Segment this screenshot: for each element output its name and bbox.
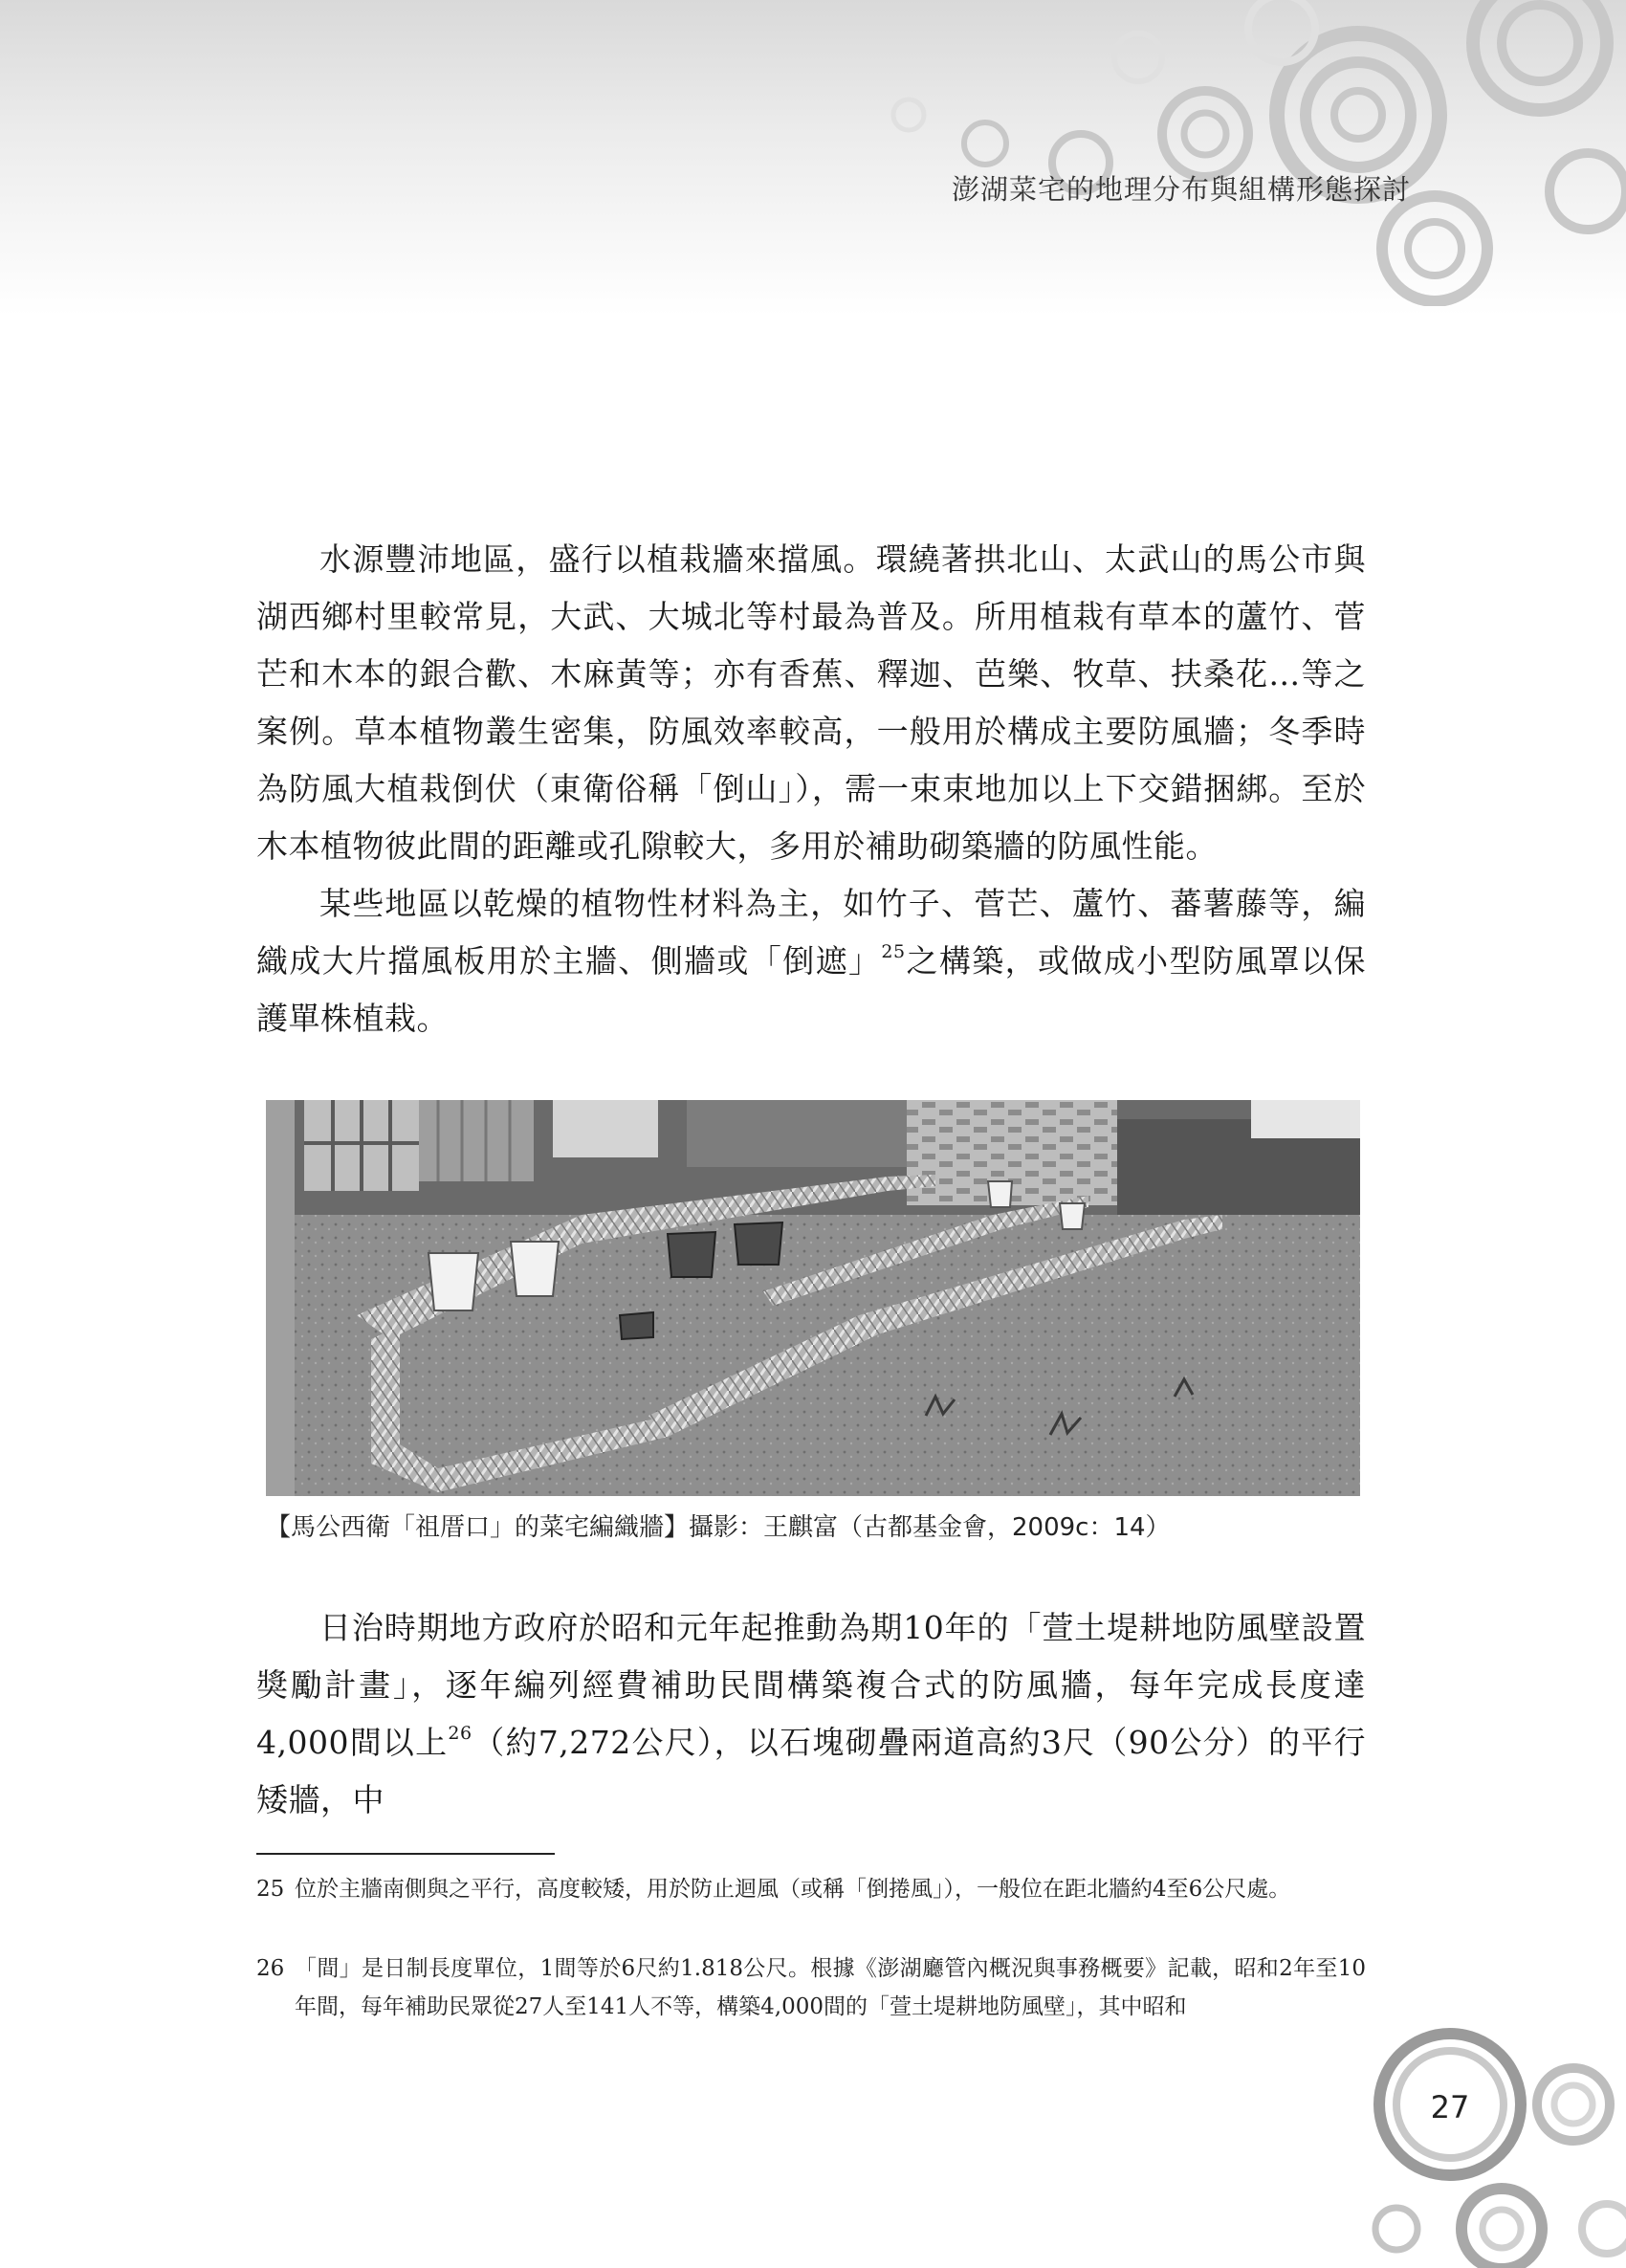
footnote-25 bbox=[256, 1870, 1366, 1908]
paragraph-woven-walls bbox=[256, 875, 1366, 1047]
paragraph-colonial-windbreak bbox=[256, 1599, 1366, 1829]
page-number: 27 bbox=[1430, 2089, 1470, 2125]
body-text-upper bbox=[256, 531, 1366, 1047]
footnote-ref[interactable]: 25 bbox=[881, 941, 906, 962]
photo-illustration bbox=[266, 1100, 1360, 1496]
footnote-divider bbox=[256, 1853, 555, 1855]
footnote-26 bbox=[256, 1949, 1366, 2026]
paragraph-plant-walls: 水源豐沛地區，盛行以植栽牆來擋風。環繞著拱北山、太武山的馬公市與湖西鄉村里較常見，大武、大城北等村最為普及。所用植栽有草本的蘆竹、菅芒和木本的銀合歡、木麻黃等；亦有香蕉、釋迦、芭樂、牧草、扶桑花…等之案例。草本植物叢生密集，防風效率較高，一般用於構成主要防風牆；冬季時為防風大植栽倒伏（東衛俗稱「倒山」），需一束束地加以上下交錯捆綁。至於木本植物彼此間的距離或孔隙較大，多用於補助砌築牆的防風性能。 bbox=[256, 540, 1366, 865]
paragraph-text: 之構築，或做成小型防風罩以保護單株植栽。 bbox=[256, 942, 1367, 1037]
paragraph-text: 某些地區以乾燥的植物性材料為主，如竹子、菅芒、蘆竹、蕃薯藤等，編織成大片擋風板用於主牆、側牆或「倒遮」 bbox=[256, 885, 1366, 980]
footnote-number: 26 bbox=[256, 1956, 285, 1981]
figure-photo-woven-wall bbox=[266, 1100, 1360, 1496]
footnote-ref[interactable]: 26 bbox=[448, 1723, 472, 1744]
decorative-circles-header bbox=[746, 0, 1626, 306]
paragraph-text: 日治時期地方政府於昭和元年起推動為期10年的「萱土堤耕地防風壁設置獎勵計畫」，逐年編列經費補助民間構築複合式的防風牆，每年完成長度達4,000間以上 bbox=[256, 1609, 1366, 1761]
footnote-number: 25 bbox=[256, 1877, 285, 1902]
decorative-circles-footer bbox=[1339, 2018, 1626, 2268]
footnote-text: 位於主牆南側與之平行，高度較矮，用於防止迴風（或稱「倒捲風」），一般位在距北牆約4至6公尺處。 bbox=[295, 1877, 1291, 1902]
footnote-text: 「間」是日制長度單位，1間等於6尺約1.818公尺。根據《澎湖廳管內概況與事務概要》記載，昭和2年至10年間，每年補助民眾從27人至141人不等，構築4,000間的「萱土堤耕地防風壁」，其中昭和 bbox=[295, 1956, 1366, 2019]
paragraph-text: （約7,272公尺），以石塊砌疊兩道高約3尺（90公分）的平行矮牆，中 bbox=[256, 1724, 1366, 1818]
body-text-lower bbox=[256, 1599, 1366, 1829]
running-title: 澎湖菜宅的地理分布與組構形態探討 bbox=[951, 173, 1411, 206]
figure-caption: 【馬公西衛「祖厝口」的菜宅編織牆】攝影：王麒富（古都基金會，2009c：14） bbox=[266, 1513, 1171, 1542]
